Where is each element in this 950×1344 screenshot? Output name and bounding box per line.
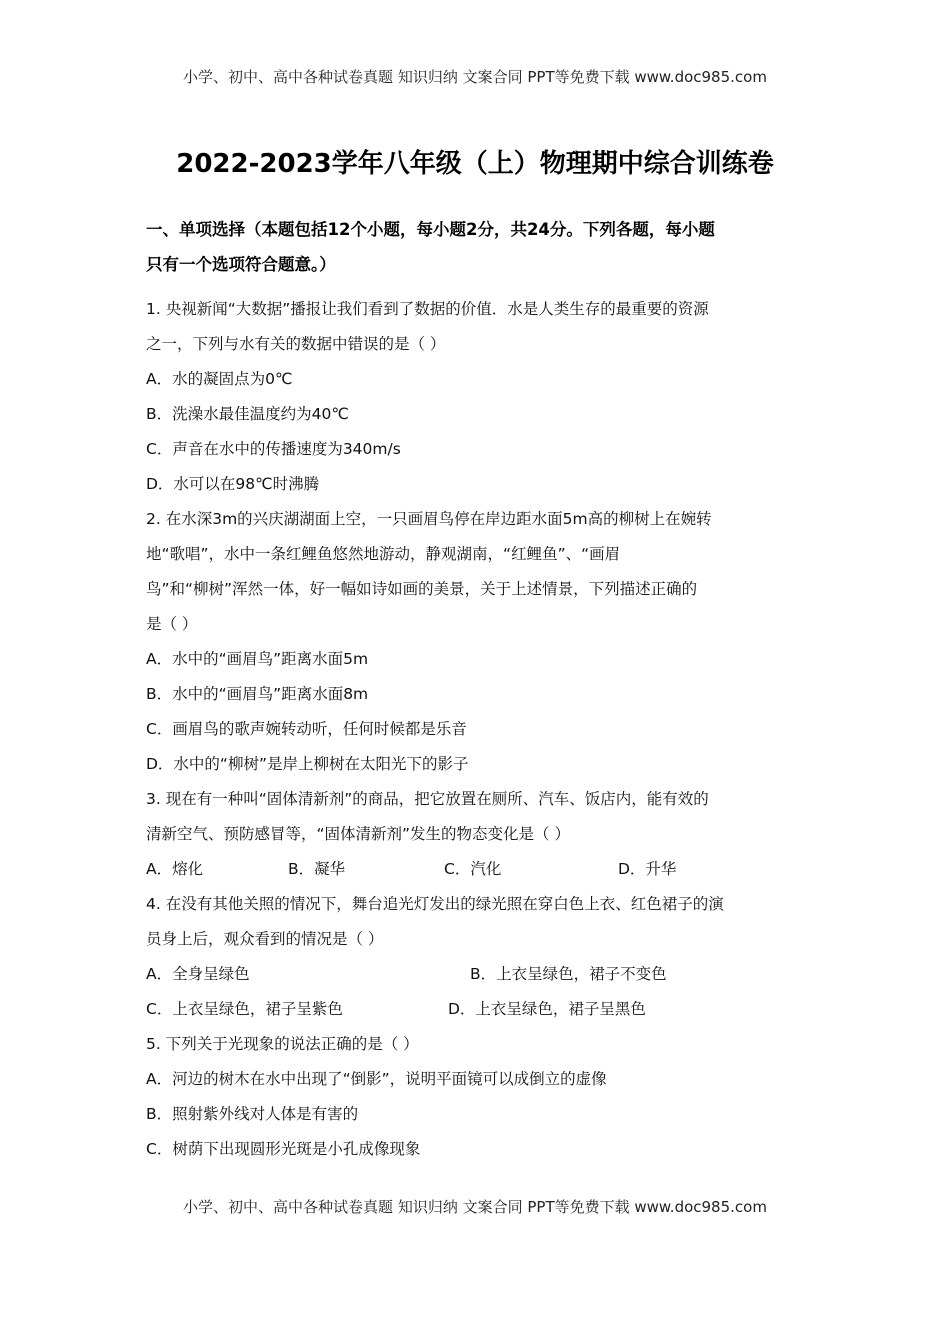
- question-3-stem-line-1: 3. 现在有一种叫“固体清新剂”的商品，把它放置在厕所、汽车、饭店内，能有效的: [146, 790, 709, 808]
- question-2-option-c: C．画眉鸟的歌声婉转动听，任何时候都是乐音: [146, 720, 467, 738]
- section-heading-line-2: 只有一个选项符合题意。）: [146, 255, 336, 274]
- question-5-option-b: B．照射紫外线对人体是有害的: [146, 1105, 359, 1123]
- questions: [146, 292, 810, 1167]
- question-5-option-a: A．河边的树木在水中出现了“倒影”，说明平面镜可以成倒立的虚像: [146, 1070, 607, 1088]
- question-4-options-row-1: [146, 957, 810, 992]
- question-2-stem-line-1: 2. 在水深3m的兴庆湖湖面上空，一只画眉鸟停在岸边距水面5m高的柳树上在婉转: [146, 510, 712, 528]
- question-4-options-row-2: [146, 992, 810, 1027]
- question-4: [146, 887, 810, 1027]
- section-heading-line-1: 一、单项选择（本题包括12个小题，每小题2分，共24分。下列各题，每小题: [146, 220, 715, 239]
- question-3-option-d: D．升华: [618, 860, 677, 878]
- question-1-option-b: B．洗澡水最佳温度约为40℃: [146, 405, 349, 423]
- question-3: [146, 782, 810, 887]
- question-4-stem-line-2: 员身上后，观众看到的情况是（ ）: [146, 930, 384, 948]
- question-3-option-b: B．凝华: [288, 860, 346, 878]
- section-heading: [146, 212, 810, 282]
- question-2-stem-line-3: 鸟”和“柳树”浑然一体，好一幅如诗如画的美景，关于上述情景，下列描述正确的: [146, 580, 698, 598]
- question-1: [146, 292, 810, 502]
- question-4-stem-line-1: 4. 在没有其他关照的情况下，舞台追光灯发出的绿光照在穿白色上衣、红色裙子的演: [146, 895, 724, 913]
- question-4-option-d: D．上衣呈绿色，裙子呈黑色: [448, 1000, 646, 1018]
- question-1-stem-line-2: 之一，下列与水有关的数据中错误的是（ ）: [146, 335, 446, 353]
- question-2-stem-line-2: 地“歌唱”，水中一条红鲤鱼悠然地游动，静观湖南，“红鲤鱼”、“画眉: [146, 545, 621, 563]
- question-4-option-a: A．全身呈绿色: [146, 965, 250, 983]
- page-header: 小学、初中、高中各种试卷真题 知识归纳 文案合同 PPT等免费下载 www.doc985.com: [183, 68, 767, 86]
- question-5-stem-line-1: 5. 下列关于光现象的说法正确的是（ ）: [146, 1035, 419, 1053]
- question-3-stem-line-2: 清新空气、预防感冒等，“固体清新剂”发生的物态变化是（ ）: [146, 825, 570, 843]
- question-1-option-d: D．水可以在98℃时沸腾: [146, 475, 320, 493]
- question-1-option-a: A．水的凝固点为0℃: [146, 370, 293, 388]
- question-5: [146, 1027, 810, 1167]
- question-3-option-a: A．熔化: [146, 860, 204, 878]
- page-title: 2022-2023学年八年级（上）物理期中综合训练卷: [176, 149, 774, 179]
- question-3-options: [146, 852, 810, 887]
- question-1-option-c: C．声音在水中的传播速度为340m/s: [146, 440, 401, 458]
- question-2-option-a: A．水中的“画眉鸟”距离水面5m: [146, 650, 369, 668]
- question-5-option-c: C．树荫下出现圆形光斑是小孔成像现象: [146, 1140, 421, 1158]
- question-1-stem-line-1: 1. 央视新闻“大数据”播报让我们看到了数据的价值．水是人类生存的最重要的资源: [146, 300, 709, 318]
- question-4-option-c: C．上衣呈绿色，裙子呈紫色: [146, 1000, 343, 1018]
- question-2-stem-line-4: 是（ ）: [146, 615, 198, 633]
- question-3-option-c: C．汽化: [444, 860, 502, 878]
- question-4-option-b: B．上衣呈绿色，裙子不变色: [470, 965, 667, 983]
- question-2: [146, 502, 810, 782]
- question-2-option-d: D．水中的“柳树”是岸上柳树在太阳光下的影子: [146, 755, 469, 773]
- question-2-option-b: B．水中的“画眉鸟”距离水面8m: [146, 685, 369, 703]
- page-footer: 小学、初中、高中各种试卷真题 知识归纳 文案合同 PPT等免费下载 www.doc985.com: [183, 1198, 767, 1216]
